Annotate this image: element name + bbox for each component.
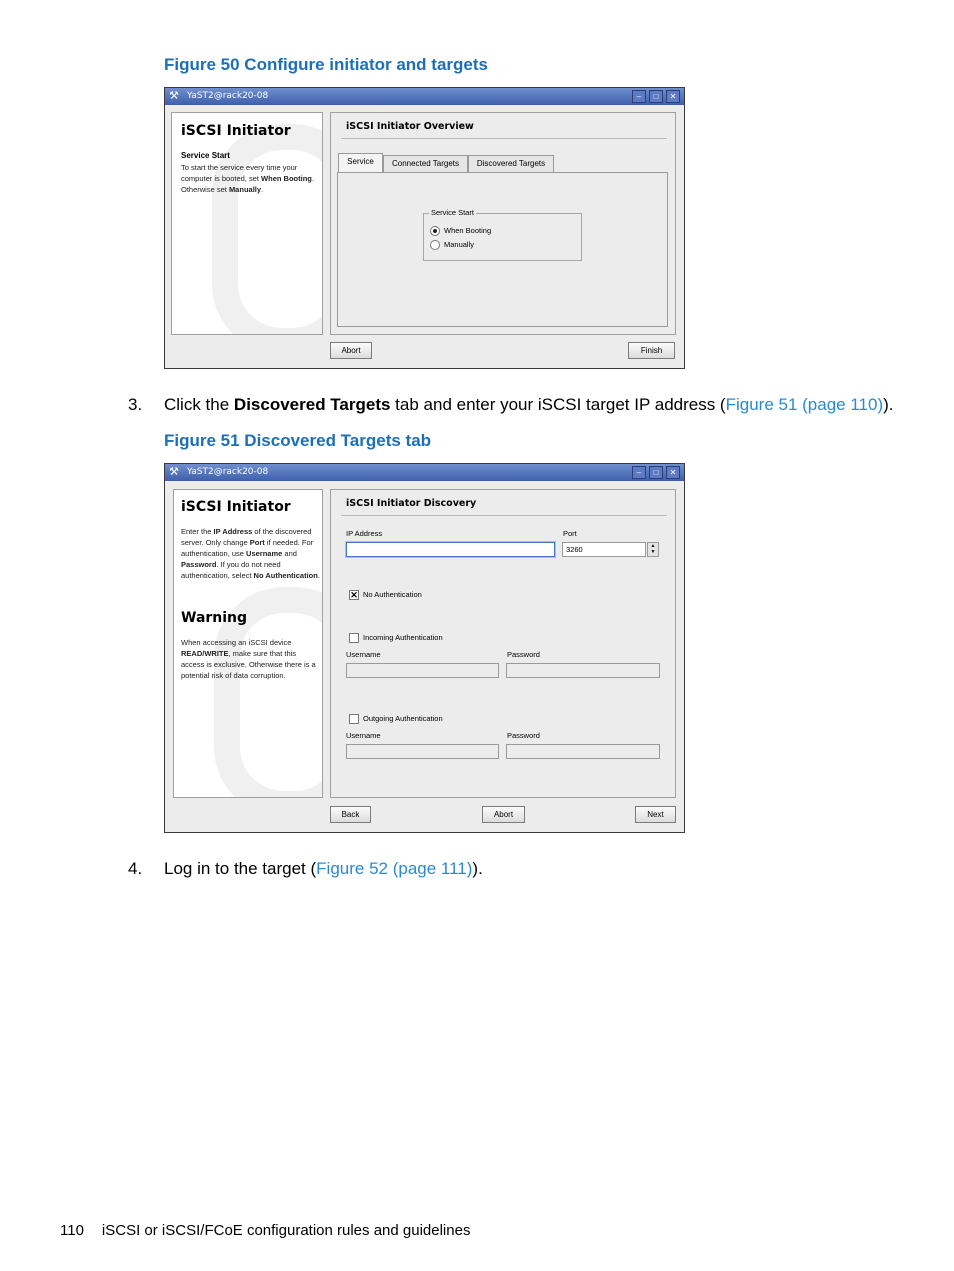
window-title: YaST2@rack20-08 — [187, 91, 269, 101]
warning-text: When accessing an iSCSI device READ/WRITE, make sure that this access is exclusive. Otherwise there is a potential risk of data corruption. — [181, 638, 316, 680]
outgoing-username-input[interactable] — [346, 744, 499, 759]
step-4: 4. Log in to the target (Figure 52 (page 111)). — [128, 859, 483, 878]
content-heading: iSCSI Initiator Overview — [346, 121, 474, 132]
no-authentication-checkbox[interactable]: ✕ No Authentication — [350, 590, 422, 601]
incoming-username-label: Username — [346, 650, 381, 659]
outgoing-password-input[interactable] — [506, 744, 660, 759]
tab-service[interactable]: Service — [338, 153, 383, 172]
tab-discovered-targets[interactable]: Discovered Targets — [468, 155, 554, 172]
incoming-authentication-checkbox[interactable]: Incoming Authentication — [349, 633, 443, 643]
content-heading: iSCSI Initiator Discovery — [346, 498, 477, 509]
radio-unselected-icon — [430, 240, 440, 250]
yast-window-service — [164, 87, 685, 369]
minimize-button[interactable]: – — [632, 466, 646, 479]
help-heading: iSCSI Initiator — [181, 499, 291, 515]
finish-button[interactable]: Finish — [628, 342, 675, 359]
figure-52-link[interactable]: Figure 52 (page 111) — [316, 859, 473, 878]
service-start-group — [423, 208, 582, 261]
incoming-password-input[interactable] — [506, 663, 660, 678]
figure-51-caption: Figure 51 Discovered Targets tab — [164, 431, 432, 450]
port-spinner[interactable] — [647, 542, 659, 557]
content-pane — [330, 489, 676, 798]
back-button[interactable]: Back — [330, 806, 371, 823]
help-text: To start the service every time your computer is booted, set When Booting. Otherwise set Manually. — [181, 163, 314, 194]
ip-address-label: IP Address — [346, 529, 383, 538]
help-heading: iSCSI Initiator — [181, 123, 291, 139]
help-subheading: Service Start — [181, 151, 230, 160]
checkbox-checked-icon: ✕ — [350, 590, 358, 601]
ip-address-input[interactable] — [346, 542, 555, 557]
group-label: Service Start — [431, 208, 474, 217]
heading-divider — [341, 138, 667, 139]
close-button[interactable]: ✕ — [666, 90, 680, 103]
incoming-username-input[interactable] — [346, 663, 499, 678]
help-pane — [173, 489, 323, 798]
checkbox-unchecked-icon — [349, 714, 359, 724]
warning-heading: Warning — [181, 610, 248, 626]
outgoing-username-label: Username — [346, 731, 381, 740]
radio-when-booting[interactable]: When Booting — [430, 226, 491, 236]
help-pane — [171, 112, 323, 335]
abort-button[interactable]: Abort — [482, 806, 525, 823]
radio-manually[interactable]: Manually — [430, 240, 474, 250]
abort-button[interactable]: Abort — [330, 342, 372, 359]
help-text: Enter the IP Address of the discovered server. Only change Port if needed. For authentication, use Username and Password. If you do not need authentication, select No Authentication. — [181, 527, 320, 580]
window-title: YaST2@rack20-08 — [187, 467, 269, 477]
radio-selected-icon — [430, 226, 440, 236]
spin-up-icon: ▲ — [650, 543, 656, 549]
minimize-button[interactable]: – — [632, 90, 646, 103]
page-number: 110 — [60, 1222, 84, 1239]
tab-connected-targets[interactable]: Connected Targets — [383, 155, 468, 172]
heading-divider — [341, 515, 667, 516]
close-button[interactable]: ✕ — [666, 466, 680, 479]
incoming-password-label: Password — [507, 650, 540, 659]
step-3: 3. Click the Discovered Targets tab and enter your iSCSI target IP address (Figure 51 (page 110)). — [128, 395, 894, 414]
checkbox-unchecked-icon — [349, 633, 359, 643]
service-tab-panel — [337, 172, 668, 327]
port-input[interactable]: 3260 — [562, 542, 646, 557]
spin-down-icon: ▼ — [650, 549, 656, 555]
figure-50-caption: Figure 50 Configure initiator and targets — [164, 55, 488, 74]
section-title: iSCSI or iSCSI/FCoE configuration rules and guidelines — [101, 1222, 471, 1239]
page-footer — [60, 1222, 470, 1239]
figure-51-link[interactable]: Figure 51 (page 110) — [725, 395, 884, 414]
port-label: Port — [563, 529, 577, 538]
outgoing-authentication-checkbox[interactable]: Outgoing Authentication — [349, 714, 443, 724]
yast-wrench-icon: ⚒ — [169, 466, 179, 478]
outgoing-password-label: Password — [507, 731, 540, 740]
maximize-button[interactable]: □ — [649, 466, 663, 479]
content-pane — [330, 112, 676, 335]
title-bar — [165, 88, 684, 105]
yast-wrench-icon: ⚒ — [169, 90, 179, 102]
next-button[interactable]: Next — [635, 806, 676, 823]
yast-window-discovery — [164, 463, 685, 833]
title-bar — [165, 464, 684, 481]
maximize-button[interactable]: □ — [649, 90, 663, 103]
